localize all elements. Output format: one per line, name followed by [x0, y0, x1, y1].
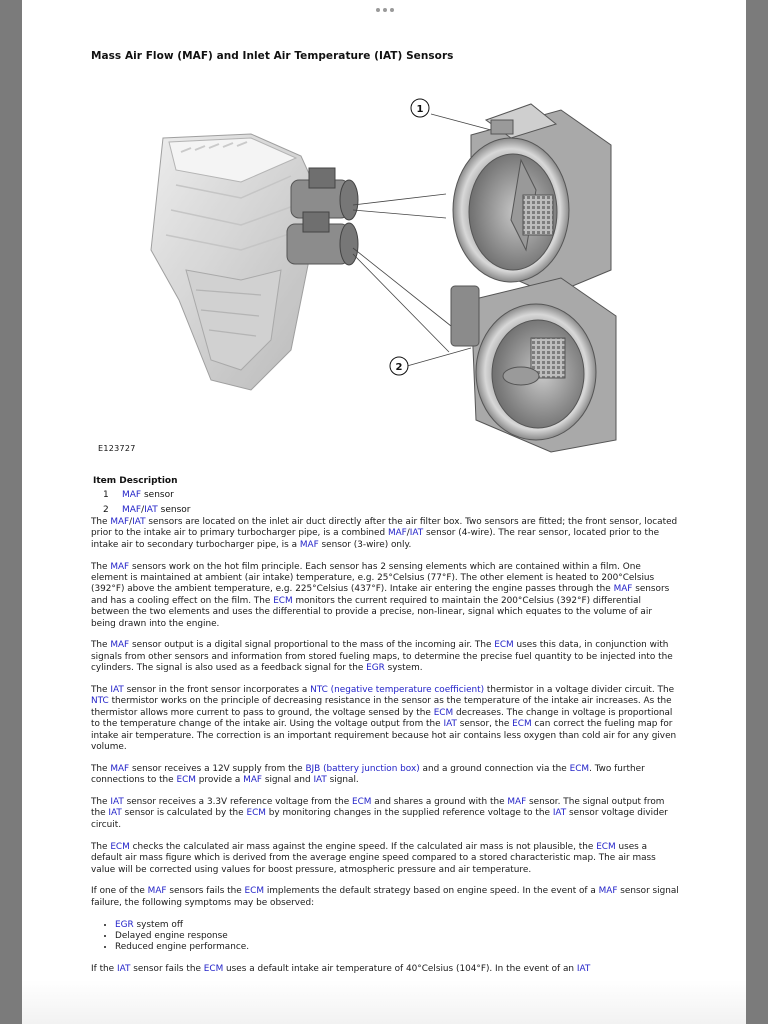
table-header — [93, 474, 178, 488]
callout-1 — [411, 99, 429, 117]
abbr-link[interactable]: MAF — [613, 584, 633, 595]
abbr-link[interactable]: ECM — [433, 707, 454, 718]
abbr-link[interactable]: IAT — [144, 504, 158, 515]
abbr-link[interactable]: MAF — [507, 797, 527, 808]
list-item: • Reduced engine performance. — [115, 942, 679, 953]
abbr-link[interactable]: IAT — [576, 963, 591, 974]
abbr-link[interactable]: NTC — [91, 696, 109, 707]
abbr-link[interactable]: IAT — [116, 963, 131, 974]
abbr-link[interactable]: NTC (negative temperature coefficient) — [310, 685, 485, 696]
paragraph: The MAF sensor output is a digital signal proportional to the mass of the incoming air. The ECM uses this data, in conjunction with signals from other sensors and information from stored fueling maps, to determine the precise fuel quantity to be injected into the cylinders. The signal is also used as a feedback signal for the EGR system. — [91, 640, 673, 674]
abbr-link[interactable]: ECM — [596, 841, 616, 852]
sensor-illustration — [91, 90, 677, 462]
abbr-link[interactable]: ECM — [244, 886, 264, 897]
abbr-link[interactable]: IAT — [313, 775, 327, 786]
abbr-link[interactable]: MAF — [110, 517, 130, 527]
maf-sensor-bottom — [451, 278, 616, 452]
abbr-link[interactable]: ECM — [246, 808, 266, 819]
maf-iat-sensor-drawing-icon — [91, 90, 677, 462]
table-row — [93, 503, 191, 518]
paragraph: If one of the MAF sensors fails the ECM implements the default strategy based on engine speed. In the event of a MAF sensor signal failure, the following symptoms may be observed: — [91, 886, 679, 908]
paragraph: The ECM checks the calculated air mass against the engine speed. If the calculated air mass is not plausible, the ECM uses a default air mass figure which is derived from the average engine speed compared to a stored characteristic map. The air mass value will be corrected using values for boost pressure, atmospheric pressure and air temperature. — [91, 841, 656, 875]
symptom-list — [91, 920, 679, 954]
abbr-link[interactable]: MAF — [110, 561, 130, 572]
callout-2 — [390, 357, 408, 375]
list-item: • EGR system off — [115, 920, 679, 931]
paragraph: If the IAT sensor fails the ECM uses a default intake air temperature of 40°Celsius (104°F). In the event of an IAT — [91, 963, 591, 974]
svg-text:2: 2 — [395, 362, 403, 373]
abbr-link[interactable]: MAF — [299, 539, 319, 550]
abbr-link[interactable]: MAF — [387, 528, 407, 539]
abbr-link[interactable]: IAT — [110, 685, 124, 696]
abbr-link[interactable]: MAF — [243, 775, 263, 786]
abbr-link[interactable]: ECM — [176, 775, 196, 786]
abbr-link[interactable]: EGR — [366, 663, 385, 674]
abbr-link[interactable]: MAF — [122, 504, 142, 515]
page-title: Mass Air Flow (MAF) and Inlet Air Temperature (IAT) Sensors — [91, 50, 454, 62]
abbr-link[interactable]: IAT — [409, 528, 424, 539]
item-number: 2 — [103, 504, 109, 515]
abbr-link[interactable]: IAT — [108, 808, 122, 819]
header-description: Description — [119, 476, 178, 486]
bottom-fade — [22, 980, 746, 1024]
header-item: Item — [93, 476, 117, 486]
table-row — [93, 488, 178, 503]
paragraph: The MAF sensors work on the hot film principle. Each sensor has 2 sensing elements which are contained within a film. One element is maintained at ambient (air intake) temperature, e.g. 25°Celsius (77°F). The other element is heated to 200°Celsius (392°F) above the ambient temperature, e.g. 225°Celsius (437°F). Intake air entering the engine passes through the MAF sensors and has a cooling effect on the film. The ECM monitors the current required to maintain the 200°Celsius (392°F) differential between the two elements and uses the differential to provide a precise, non-linear, signal which equates to the volume of air being drawn into the engine. — [91, 561, 670, 629]
box-sensor-housings — [287, 168, 358, 265]
abbr-link[interactable]: ECM — [494, 640, 514, 651]
abbr-link[interactable]: IAT — [443, 719, 457, 730]
abbr-link[interactable]: ECM — [110, 841, 130, 852]
abbr-link[interactable]: ECM — [512, 719, 532, 730]
abbr-link[interactable]: MAF — [598, 886, 618, 897]
abbr-link[interactable]: ECM — [203, 963, 224, 974]
svg-text:1: 1 — [416, 104, 424, 115]
abbr-link[interactable]: ECM — [352, 797, 372, 808]
figure-code: E123727 — [98, 444, 136, 453]
list-item: • Delayed engine response — [115, 931, 679, 942]
abbr-link[interactable]: MAF — [110, 640, 130, 651]
paragraph: The MAF sensor receives a 12V supply from the BJB (battery junction box) and a ground connection via the ECM. Two further connections to the ECM provide a MAF signal and IAT signal. — [91, 763, 645, 786]
abbr-link[interactable]: BJB (battery junction box) — [305, 763, 420, 774]
item-description: MAF/IAT sensor — [122, 504, 191, 515]
paragraph: The IAT sensor in the front sensor incorporates a NTC (negative temperature coefficient) thermistor in a voltage divider circuit. The NTC thermistor works on the principle of decreasing resistance in the sensor as the temperature of the intake air increases. As the thermistor allows more current to pass to ground, the voltage sensed by the ECM decreases. The change in voltage is proportional to the temperature change of the intake air. Using the voltage output from the IAT sensor, the ECM can correct the fueling map for intake air temperature. The correction is an important requirement because hot air contains less oxygen than cold air for any given volume. — [91, 685, 677, 753]
abbr-link[interactable]: MAF — [110, 763, 130, 774]
abbr-link[interactable]: IAT — [132, 517, 146, 527]
abbr-link[interactable]: MAF — [147, 886, 167, 897]
abbr-link[interactable]: ECM — [569, 763, 590, 774]
abbr-link[interactable]: IAT — [110, 797, 124, 808]
abbr-link[interactable]: ECM — [273, 595, 293, 606]
paragraph: The IAT sensor receives a 3.3V reference voltage from the ECM and shares a ground with the MAF sensor. The signal output from the IAT sensor is calculated by the ECM by monitoring changes in the supplied reference voltage to the IAT sensor voltage divider circuit. — [91, 797, 668, 830]
more-options-icon[interactable] — [372, 3, 398, 17]
abbr-link[interactable]: IAT — [552, 808, 567, 819]
item-description-table — [93, 474, 191, 517]
abbr-link[interactable]: MAF — [122, 490, 142, 500]
document-page — [22, 0, 746, 1024]
item-number: 1 — [103, 490, 109, 500]
document-body — [91, 517, 679, 986]
item-description: MAF sensor — [122, 490, 174, 500]
paragraph: The MAF/IAT sensors are located on the inlet air duct directly after the air filter box. Two sensors are fitted; the front sensor, located prior to the intake air to primary turbocharger pipe, is a combined MAF/IAT sensor (4-wire). The rear sensor, located prior to the intake air to secondary turbocharger pipe, is a MAF sensor (3-wire) only. — [91, 517, 678, 550]
abbr-link[interactable]: EGR — [115, 919, 134, 930]
maf-iat-sensor-top — [453, 104, 611, 295]
